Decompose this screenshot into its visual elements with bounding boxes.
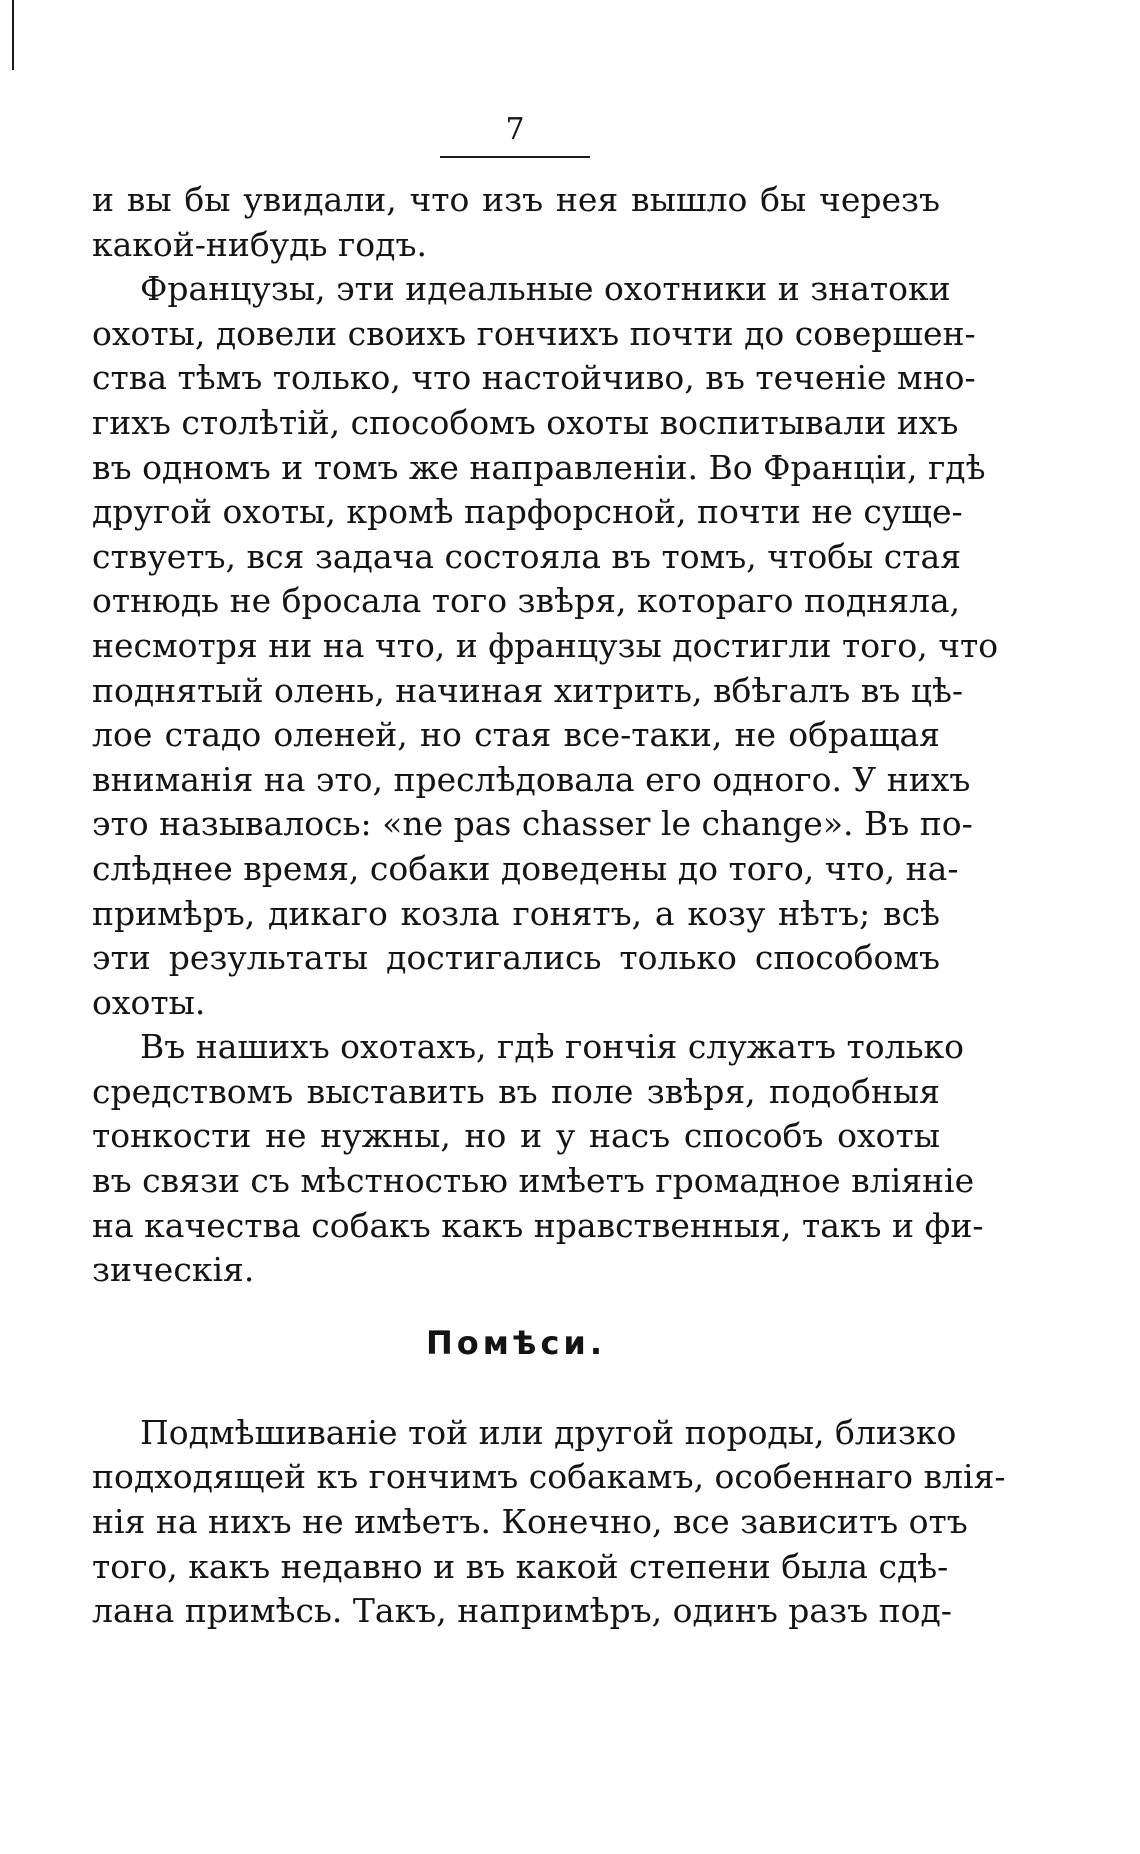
text-line: Подмѣшиваніе той или другой породы, близко	[140, 1412, 957, 1452]
text-line: вниманія на это, преслѣдовала его одного. У нихъ	[92, 759, 971, 799]
text-line: того, какъ недавно и въ какой степени была сдѣ-	[92, 1546, 949, 1586]
text-line: нія на нихъ не имѣетъ. Конечно, все зависитъ отъ	[92, 1502, 968, 1542]
paragraph-4	[92, 1411, 1006, 1634]
text-line: другой охоты, кромѣ парфорсной, почти не суще-	[92, 492, 963, 532]
text-line: на качества собакъ какъ нравственныя, такъ и фи-	[92, 1205, 984, 1245]
text-line: охоты, довели своихъ гончихъ почти до совершен-	[92, 313, 976, 353]
running-head	[440, 110, 590, 158]
text-line: примѣръ, дикаго козла гонятъ, а козу нѣтъ; всѣ	[92, 893, 940, 933]
body-text	[92, 178, 1006, 1634]
section-heading-block	[92, 1293, 940, 1411]
text-line: въ одномъ и томъ же направленіи. Во Франціи, гдѣ	[92, 447, 986, 487]
text-line: въ связи съ мѣстностью имѣетъ громадное вліяніе	[92, 1161, 975, 1201]
text-line: Въ нашихъ охотахъ, гдѣ гончія служатъ только	[140, 1027, 965, 1067]
text-line: несмотря ни на что, и французы достигли того, что	[92, 625, 999, 665]
text-line: зическія.	[92, 1250, 255, 1290]
paragraph-3	[92, 1025, 984, 1293]
text-line: средствомъ выставить въ поле звѣря, подобныя	[92, 1071, 940, 1111]
section-heading: Помѣси.	[425, 1323, 606, 1362]
header-rule	[440, 156, 590, 158]
text-line: лое стадо оленей, но стая все-таки, не обращая	[92, 715, 940, 755]
text-line: отнюдь не бросала того звѣря, котораго подняла,	[92, 581, 961, 621]
text-line: охоты.	[92, 982, 206, 1022]
text-line: лана примѣсь. Такъ, напримѣръ, одинъ разъ под-	[92, 1591, 952, 1631]
paragraph-2	[92, 267, 999, 1025]
text-line: эти результаты достигались только способомъ	[92, 938, 940, 978]
scan-edge-line	[12, 0, 14, 70]
text-line: поднятый олень, начиная хитрить, вбѣгалъ въ цѣ-	[92, 670, 964, 710]
text-line: это называлось: «ne pas chasser le change». Въ по-	[92, 804, 973, 844]
paragraph-1	[92, 178, 940, 267]
page-number: 7	[505, 112, 525, 147]
text-line: и вы бы увидали, что изъ нея вышло бы черезъ	[92, 180, 940, 219]
text-line: гихъ столѣтій, способомъ охоты воспитывали ихъ	[92, 402, 959, 442]
text-line: ства тѣмъ только, что настойчиво, въ теченіе мно-	[92, 358, 976, 398]
text-line: какой-нибудь годъ.	[92, 224, 427, 264]
text-line: ствуетъ, вся задача состояла въ томъ, чтобы стая	[92, 536, 962, 576]
text-line: Французы, эти идеальные охотники и знатоки	[140, 269, 951, 309]
text-line: подходящей къ гончимъ собакамъ, особеннаго влія-	[92, 1457, 1006, 1497]
text-line: слѣднее время, собаки доведены до того, что, на-	[92, 848, 959, 888]
text-line: тонкости не нужны, но и у насъ способъ охоты	[92, 1116, 940, 1156]
